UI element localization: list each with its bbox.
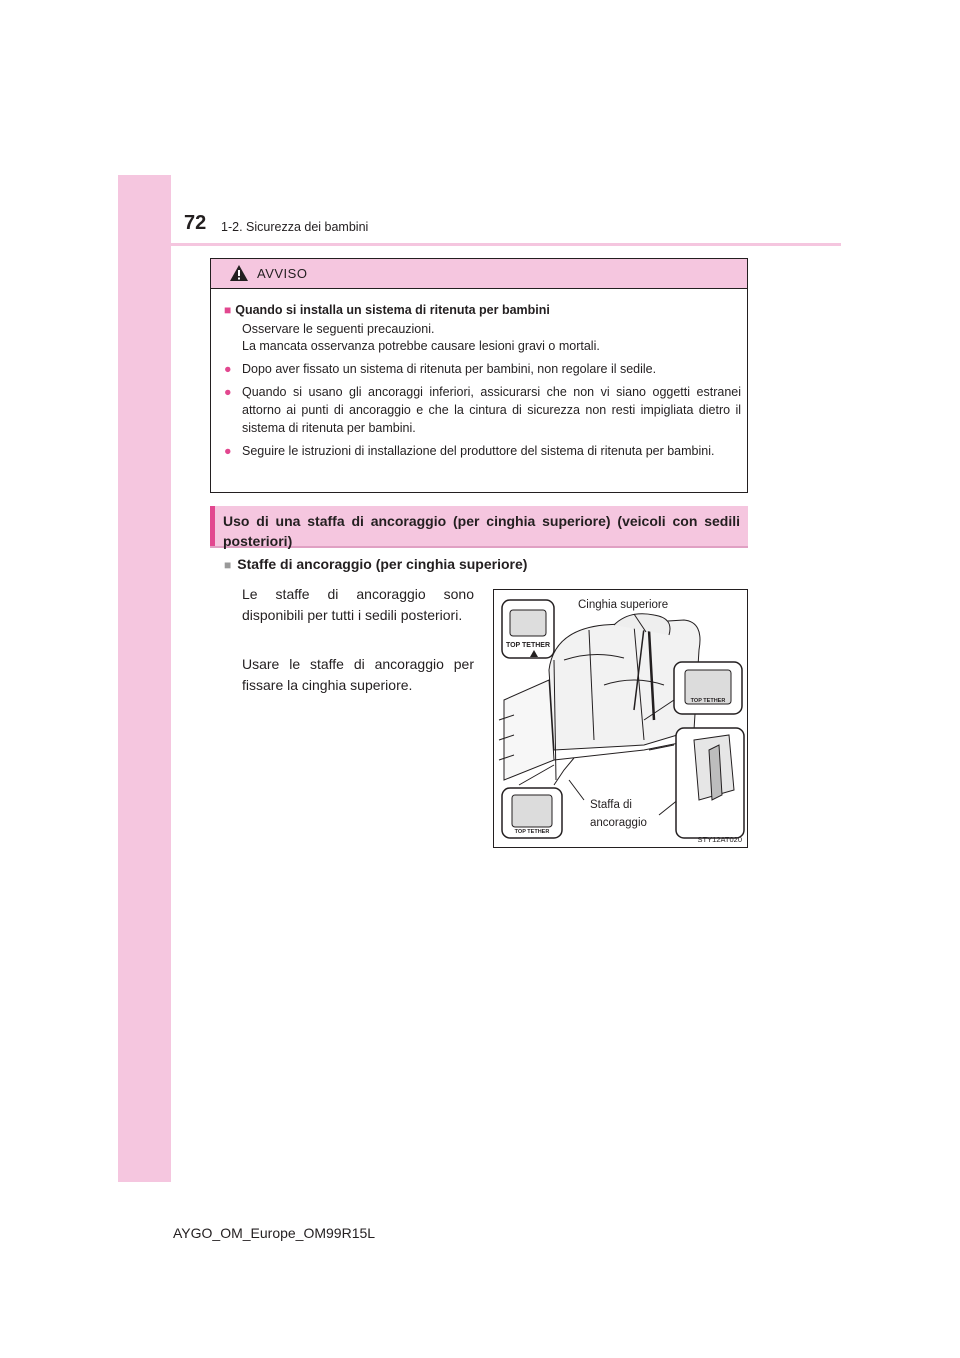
label-anchor-bracket-1: Staffa di: [590, 799, 632, 811]
page-number: 72: [184, 212, 207, 234]
warning-item: ● Dopo aver fissato un sistema di ritenuta per bambini, non regolare il sedile.: [224, 362, 657, 376]
svg-text:TOP TETHER: TOP TETHER: [690, 698, 726, 704]
figure-code: STY12AT020: [697, 835, 742, 844]
anchor-bracket-figure: [493, 589, 748, 848]
section-heading: Uso di una staffa di ancoraggio (per cinghia superiore) (veicoli con sedili posteriori): [210, 506, 748, 548]
warning-item: ● Quando si usano gli ancoraggi inferiori, assicurarsi che non vi siano oggetti estranei attorno ai punti di ancoraggio e che la cintura di sicurezza non resti impigliata dietro il sistema di ritenuta per bambini.: [224, 385, 741, 435]
square-bullet-icon: ■: [224, 558, 232, 572]
warning-intro-1: Osservare le seguenti precauzioni.: [242, 322, 435, 336]
warning-item: ● Seguire le istruzioni di installazione del produttore del sistema di ritenuta per bambini.: [224, 444, 715, 458]
warning-title: AVVISO: [257, 266, 308, 281]
warning-icon: [229, 264, 249, 282]
svg-text:TOP TETHER: TOP TETHER: [514, 829, 550, 835]
warning-intro-2: La mancata osservanza potrebbe causare lesioni gravi o mortali.: [242, 339, 600, 353]
bullet-dot-icon: ●: [224, 385, 232, 399]
square-bullet-icon: ■: [224, 303, 232, 317]
bullet-dot-icon: ●: [224, 444, 232, 458]
section-title: 1-2. Sicurezza dei bambini: [221, 220, 369, 234]
paragraph: Le staffe di ancoraggio sono disponibili per tutti i sedili posteriori.: [242, 586, 474, 623]
paragraph: Usare le staffe di ancoraggio per fissare la cinghia superiore.: [242, 656, 474, 693]
side-tab: [118, 175, 171, 1182]
label-top-strap: Cinghia superiore: [578, 599, 669, 611]
label-anchor-bracket-2: ancoraggio: [590, 817, 647, 829]
subheading: ■ Staffe di ancoraggio (per cinghia superiore): [224, 556, 528, 572]
header-rule: [118, 243, 841, 246]
warning-box: [210, 258, 748, 493]
warning-subtitle: ■ Quando si installa un sistema di ritenuta per bambini: [224, 303, 550, 317]
warning-header: [211, 259, 747, 289]
svg-text:TOP TETHER: TOP TETHER: [505, 642, 551, 649]
bullet-dot-icon: ●: [224, 362, 232, 376]
footer-doc-id: AYGO_OM_Europe_OM99R15L: [173, 1225, 376, 1241]
